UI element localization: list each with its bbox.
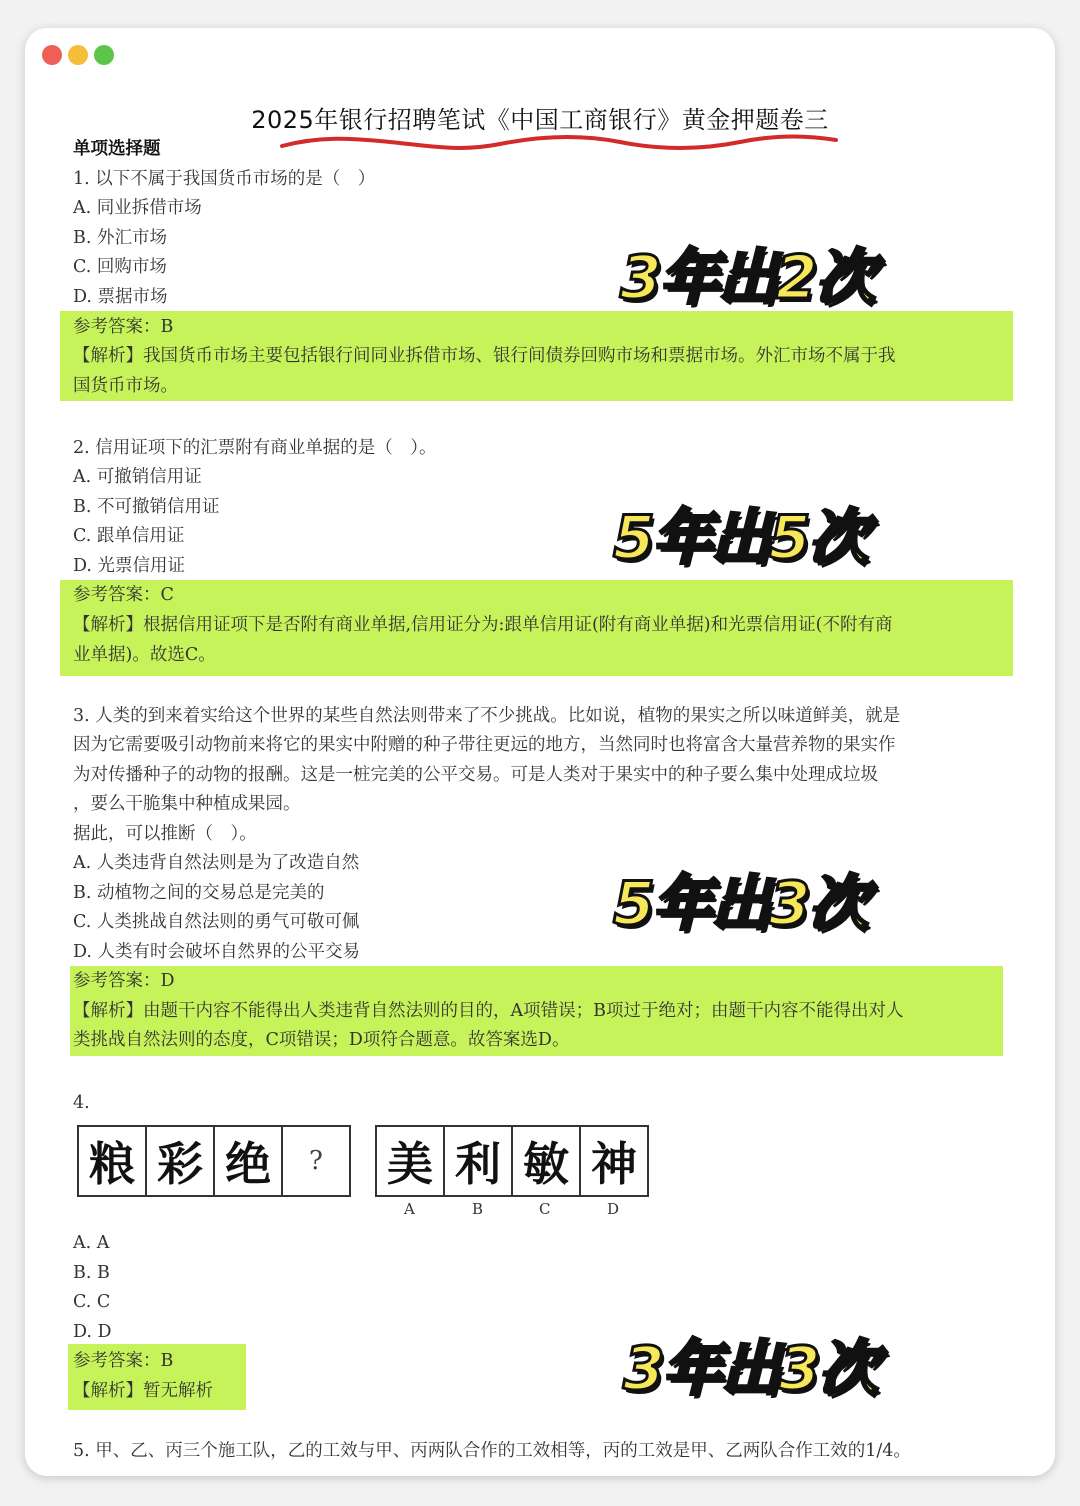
q3-option-b: B. 动植物之间的交易总是完美的	[73, 883, 325, 903]
q2-option-b: B. 不可撤销信用证	[73, 497, 220, 517]
q4-given-char: 绝	[215, 1127, 283, 1195]
q1-option-c: C. 回购市场	[73, 257, 167, 277]
q3-frequency-stamp: 5年出3次	[613, 869, 867, 939]
q3-stem-line1: 3. 人类的到来着实给这个世界的某些自然法则带来了不少挑战。比如说，植物的果实之所以味道鲜美，就是	[73, 706, 901, 726]
minimize-button[interactable]	[68, 45, 88, 65]
q2-option-c: C. 跟单信用证	[73, 526, 185, 546]
q2-answer: 参考答案：C	[73, 585, 174, 605]
red-underline-squiggle	[280, 132, 840, 156]
q4-frequency-stamp: 3年出3次	[623, 1334, 877, 1404]
q2-stem: 2. 信用证项下的汇票附有商业单据的是（ ）。	[73, 438, 437, 458]
q4-option-c: C. C	[73, 1292, 111, 1312]
q4-given-char: 彩	[147, 1127, 215, 1195]
section-heading: 单项选择题	[73, 139, 161, 159]
q4-choice-label: C	[539, 1200, 551, 1218]
q4-choice-char: 美	[377, 1127, 445, 1195]
q4-choice-char: 利	[445, 1127, 513, 1195]
document-window	[25, 28, 1055, 1476]
q1-answer: 参考答案：B	[73, 317, 174, 337]
q4-option-b: B. B	[73, 1263, 110, 1283]
q4-answer: 参考答案：B	[73, 1351, 174, 1371]
q1-analysis-line2: 国货币市场。	[73, 376, 178, 396]
q3-answer: 参考答案：D	[73, 971, 175, 991]
q1-stem: 1. 以下不属于我国货币市场的是（ ）	[73, 169, 376, 189]
close-button[interactable]	[42, 45, 62, 65]
document-title: 2025年银行招聘笔试《中国工商银行》黄金押题卷三	[251, 106, 829, 134]
q4-option-a: A. A	[73, 1233, 110, 1253]
q5-stem: 5. 甲、乙、丙三个施工队，乙的工效与甲、丙两队合作的工效相等，丙的工效是甲、乙两队合作工效的1/4。	[73, 1441, 911, 1461]
q2-option-d: D. 光票信用证	[73, 556, 186, 576]
q1-option-b: B. 外汇市场	[73, 228, 167, 248]
q4-choice-char: 敏	[513, 1127, 581, 1195]
q1-analysis-line1: 【解析】我国货币市场主要包括银行间同业拆借市场、银行间债券回购市场和票据市场。外汇市场不属于我	[73, 346, 896, 366]
q3-stem-line3: 为对传播种子的动物的报酬。这是一桩完美的公平交易。可是人类对于果实中的种子要么集中处理成垃圾	[73, 765, 878, 785]
q1-option-d: D. 票据市场	[73, 287, 168, 307]
q3-stem-line4: ，要么干脆集中种植成果园。	[73, 794, 301, 814]
q4-given-figure	[77, 1125, 351, 1197]
q3-analysis-line1: 【解析】由题干内容不能得出人类违背自然法则的目的，A项错误；B项过于绝对；由题干内容不能得出对人	[73, 1001, 904, 1021]
q4-choice-label: A	[404, 1200, 415, 1218]
window-controls	[42, 45, 114, 65]
q4-stem: 4.	[73, 1093, 90, 1113]
q2-analysis-line1: 【解析】根据信用证项下是否附有商业单据,信用证分为:跟单信用证(附有商业单据)和光票信用证(不附有商	[73, 615, 893, 635]
q4-choice-figure	[375, 1125, 649, 1197]
q4-analysis: 【解析】暂无解析	[73, 1381, 213, 1401]
q4-given-char: 粮	[79, 1127, 147, 1195]
q3-stem-line2: 因为它需要吸引动物前来将它的果实中附赠的种子带往更远的地方，当然同时也将富含大量营养物的果实作	[73, 735, 896, 755]
q4-option-d: D. D	[73, 1322, 112, 1342]
q4-choice-char: 神	[591, 1137, 637, 1191]
q1-option-a: A. 同业拆借市场	[73, 198, 202, 218]
q3-stem-line5: 据此，可以推断（ ）。	[73, 824, 257, 844]
q3-option-d: D. 人类有时会破坏自然界的公平交易	[73, 942, 361, 962]
q2-frequency-stamp: 5年出5次	[613, 503, 867, 573]
q3-option-a: A. 人类违背自然法则是为了改造自然	[73, 853, 360, 873]
q3-analysis-line2: 类挑战自然法则的态度，C项错误；D项符合题意。故答案选D。	[73, 1030, 570, 1050]
q2-option-a: A. 可撤销信用证	[73, 467, 202, 487]
q3-option-c: C. 人类挑战自然法则的勇气可敬可佩	[73, 912, 360, 932]
maximize-button[interactable]	[94, 45, 114, 65]
q2-analysis-line2: 业单据)。故选C。	[73, 645, 216, 665]
q1-frequency-stamp: 3年出2次	[620, 243, 874, 313]
q4-question-mark: ?	[309, 1146, 323, 1176]
q4-choice-label: B	[472, 1200, 484, 1218]
q4-choice-label: D	[607, 1200, 620, 1218]
